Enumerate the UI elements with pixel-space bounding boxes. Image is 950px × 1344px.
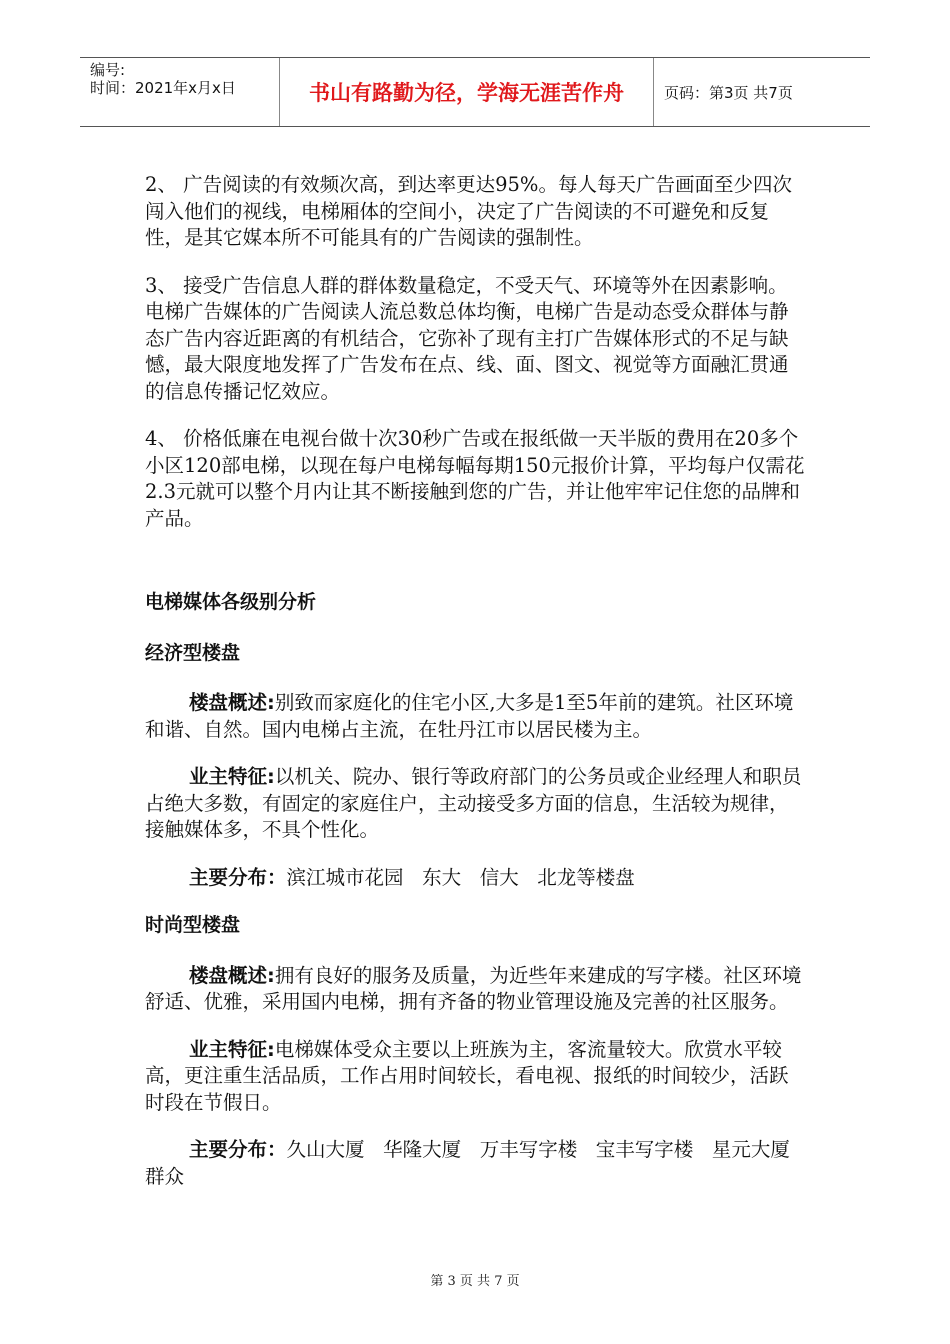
economy-distribution <box>145 865 805 892</box>
fashion-distribution <box>145 1137 809 1190</box>
header-motto: 书山有路勤为径，学海无涯苦作舟 <box>280 58 654 126</box>
economy-title: 经济型楼盘 <box>145 641 241 664</box>
document-number-label: 编号: <box>90 61 126 79</box>
list-item: 2、 广告阅读的有效频次高，到达率更达95%。每人每天广告画面至少四次闯入他们的视线，电梯厢体的空间小，决定了广告阅读的不可避免和反复性，是其它媒本所不可能具有的广告阅读的强制性。 <box>145 173 792 249</box>
section-title: 电梯媒体各级别分析 <box>145 591 317 613</box>
spacer <box>145 553 805 589</box>
fashion-overview <box>145 963 805 1016</box>
header-page-info: 页码：第3页 共7页 <box>664 83 793 102</box>
fashion-owner <box>145 1037 805 1117</box>
overview-text: 拥有良好的服务及质量，为近些年来建成的写字楼。社区环境舒适、优雅，采用国内电梯，拥有齐备的物业管理设施及完善的社区服务。 <box>145 963 802 1013</box>
page-header <box>80 57 870 127</box>
fashion-title: 时尚型楼盘 <box>145 914 241 936</box>
economy-overview <box>145 690 805 743</box>
overview-label: 楼盘概述: <box>189 691 275 714</box>
owner-label: 业主特征: <box>189 1037 275 1061</box>
overview-label: 楼盘概述: <box>189 963 275 987</box>
header-meta <box>80 58 280 126</box>
document-date: 时间：2021年x月x日 <box>90 79 236 97</box>
distribution-text: 久山大厦 华隆大厦 万丰写字楼 宝丰写字楼 星元大厦 群众 <box>145 1138 809 1188</box>
distribution-label: 主要分布： <box>189 1138 287 1161</box>
distribution-text: 滨江城市花园 东大 信大 北龙等楼盘 <box>286 865 635 889</box>
list-item: 3、 接受广告信息人群的群体数量稳定，不受天气、环境等外在因素影响。电梯广告媒体的广告阅读人流总数总体均衡，电梯广告是动态受众群体与静态广告内容近距离的有机结合，它弥补了现有主打广告媒体形式的不足与缺憾，最大限度地发挥了广告发布在点、线、面、图文、视觉等方面融汇贯通的信息传播记忆效应。 <box>145 273 789 403</box>
owner-text: 电梯媒体受众主要以上班族为主，客流量较大。欣赏水平较高，更注重生活品质，工作占用时间较长，看电视、报纸的时间较少，活跃时段在节假日。 <box>145 1037 789 1114</box>
distribution-label: 主要分布： <box>189 865 287 889</box>
list-item: 4、 价格低廉在电视台做十次30秒广告或在报纸做一天半版的费用在20多个小区120部电梯，以现在每户电梯每幅每期150元报价计算，平均每户仅需花2.3元就可以整个月内让其不断接触到您的广告，并让他牢牢记住您的品牌和产品。 <box>145 427 805 530</box>
document-body <box>145 172 809 1211</box>
owner-text: 以机关、院办、银行等政府部门的公务员或企业经理人和职员占绝大多数，有固定的家庭住户，主动接受多方面的信息，生活较为规律，接触媒体多，不具个性化。 <box>145 765 802 841</box>
owner-label: 业主特征: <box>189 765 275 788</box>
economy-owner <box>145 764 805 844</box>
page-footer: 第 3 页 共 7 页 <box>430 1274 520 1289</box>
overview-text: 别致而家庭化的住宅小区,大多是1至5年前的建筑。社区环境和谐、自然。国内电梯占主流，在牡丹江市以居民楼为主。 <box>145 691 794 741</box>
